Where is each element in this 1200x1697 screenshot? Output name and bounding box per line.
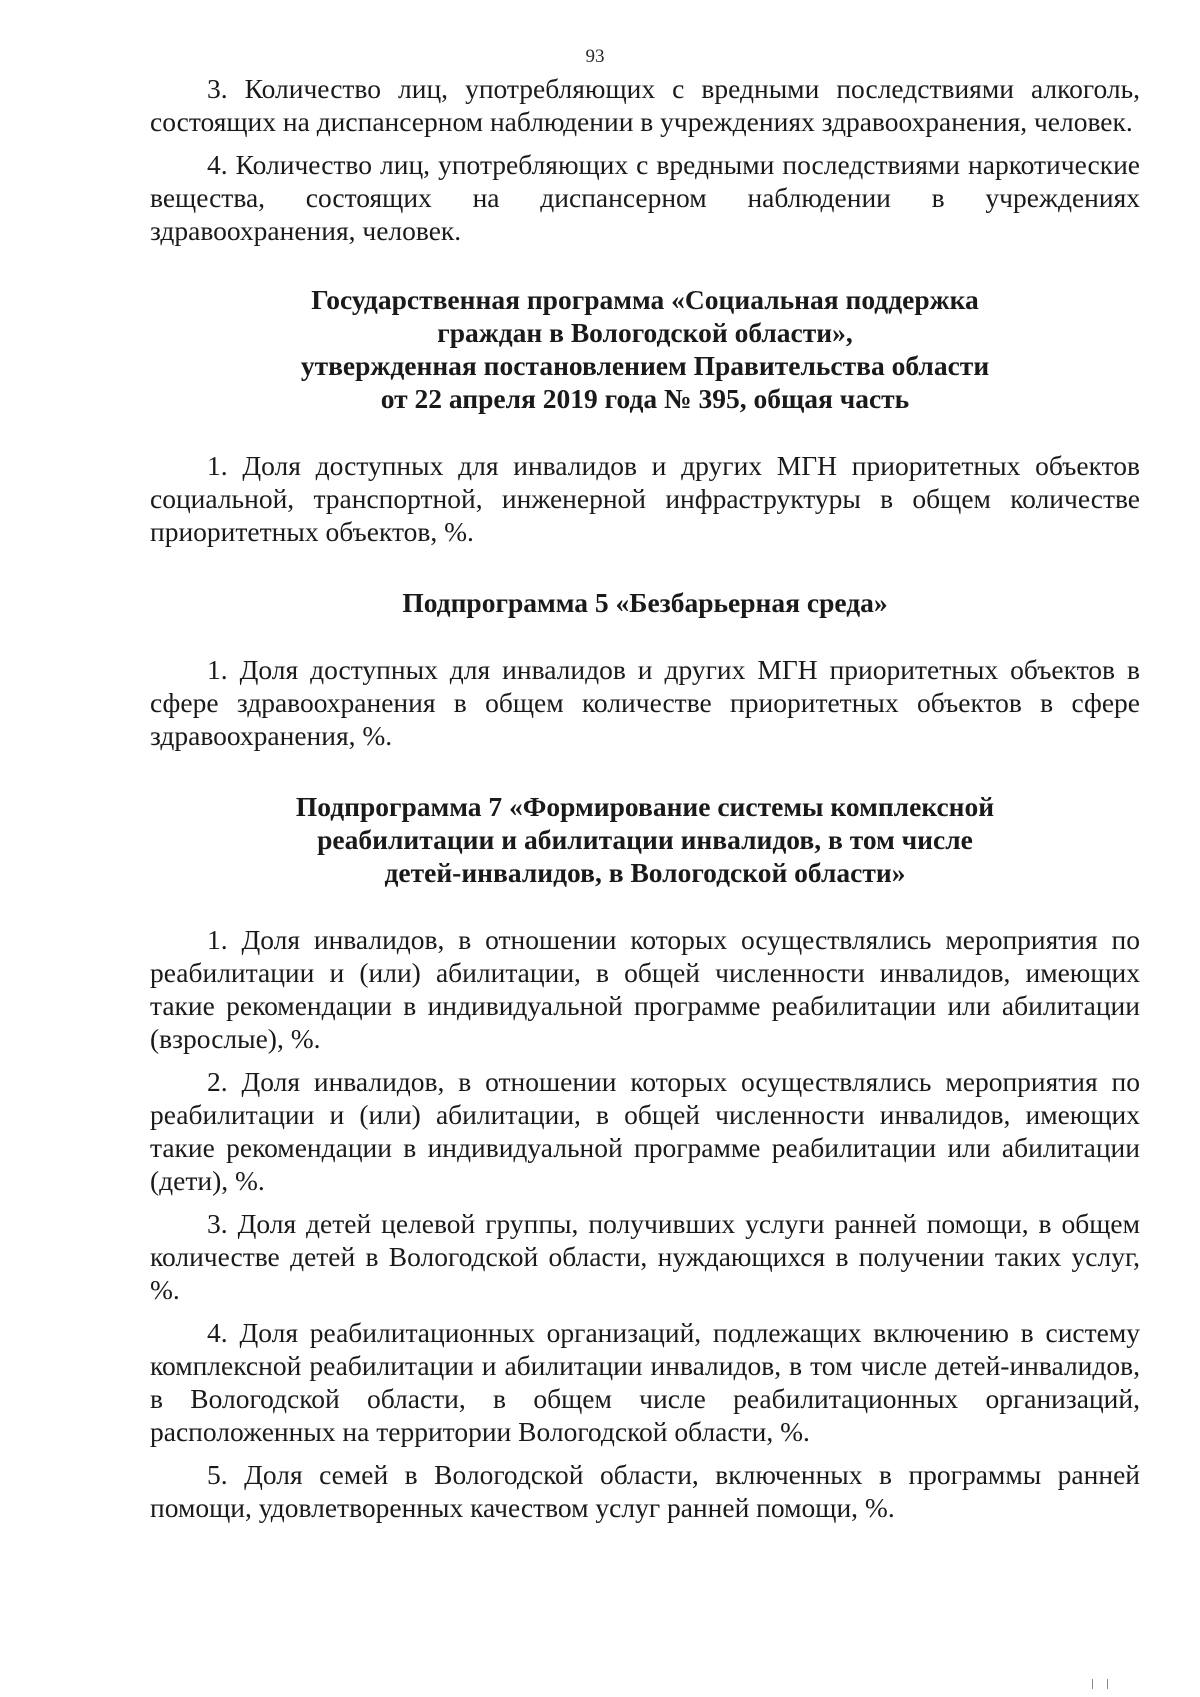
heading-line: Подпрограмма 7 «Формирование системы комплексной xyxy=(295,791,995,822)
list-item: 4. Количество лиц, употребляющих с вредными последствиями наркотические вещества, состоящих на диспансерном наблюдении в учреждениях здравоохранения, человек. xyxy=(150,149,1140,246)
document-body xyxy=(150,72,1140,1534)
list-item: 4. Доля реабилитационных организаций, подлежащих включению в систему комплексной реабилитации и абилитации инвалидов, в том числе детей-инвалидов, в Вологодской области, в общем числе реабилитационных организаций, расположенных на территории Вологодской области, %. xyxy=(150,1317,1140,1447)
main-program-heading xyxy=(150,283,1140,415)
intro-list xyxy=(150,72,1140,247)
heading-line: Государственная программа «Социальная поддержка xyxy=(311,284,979,315)
list-item: 5. Доля семей в Вологодской области, включенных в программы ранней помощи, удовлетворенных качеством услуг ранней помощи, %. xyxy=(150,1459,1140,1523)
heading-line: граждан в Вологодской области», xyxy=(437,317,853,348)
heading-line: Подпрограмма 5 «Безбарьерная среда» xyxy=(402,587,888,618)
heading-line: от 22 апреля 2019 года № 395, общая часть xyxy=(380,383,910,414)
list-item: 1. Доля доступных для инвалидов и других МГН приоритетных объектов в сфере здравоохранения в общем количестве приоритетных объектов в сфере здравоохранения, %. xyxy=(150,654,1140,751)
heading-line: детей-инвалидов, в Вологодской области» xyxy=(384,857,906,888)
subprogram-7-heading xyxy=(150,790,1140,889)
list-item: 3. Доля детей целевой группы, получивших услуги ранней помощи, в общем количестве детей в Вологодской области, нуждающихся в получении таких услуг, %. xyxy=(150,1208,1140,1305)
list-item: 2. Доля инвалидов, в отношении которых осуществлялись мероприятия по реабилитации и (или) абилитации, в общей численности инвалидов, имеющих такие рекомендации в индивидуальной программе реабилитации или абилитации (дети), %. xyxy=(150,1066,1140,1196)
subprogram-5-section xyxy=(150,586,1140,752)
heading-line: утвержденная постановлением Правительства области xyxy=(300,350,990,381)
list-item: 1. Доля доступных для инвалидов и других МГН приоритетных объектов социальной, транспортной, инженерной инфраструктуры в общем количестве приоритетных объектов, %. xyxy=(150,450,1140,547)
page-number: 93 xyxy=(585,46,605,67)
main-program-section xyxy=(150,283,1140,548)
list-item: 1. Доля инвалидов, в отношении которых осуществлялись мероприятия по реабилитации и (или) абилитации, в общей численности инвалидов, имеющих такие рекомендации в индивидуальной программе реабилитации или абилитации (взрослые), %. xyxy=(150,924,1140,1054)
subprogram-5-heading xyxy=(150,586,1140,619)
list-item: 3. Количество лиц, употребляющих с вредными последствиями алкоголь, состоящих на диспансерном наблюдении в учреждениях здравоохранения, человек. xyxy=(150,73,1140,137)
scan-corner-mark xyxy=(1092,1679,1108,1689)
heading-line: реабилитации и абилитации инвалидов, в том числе xyxy=(317,824,973,855)
subprogram-7-section xyxy=(150,790,1140,1524)
